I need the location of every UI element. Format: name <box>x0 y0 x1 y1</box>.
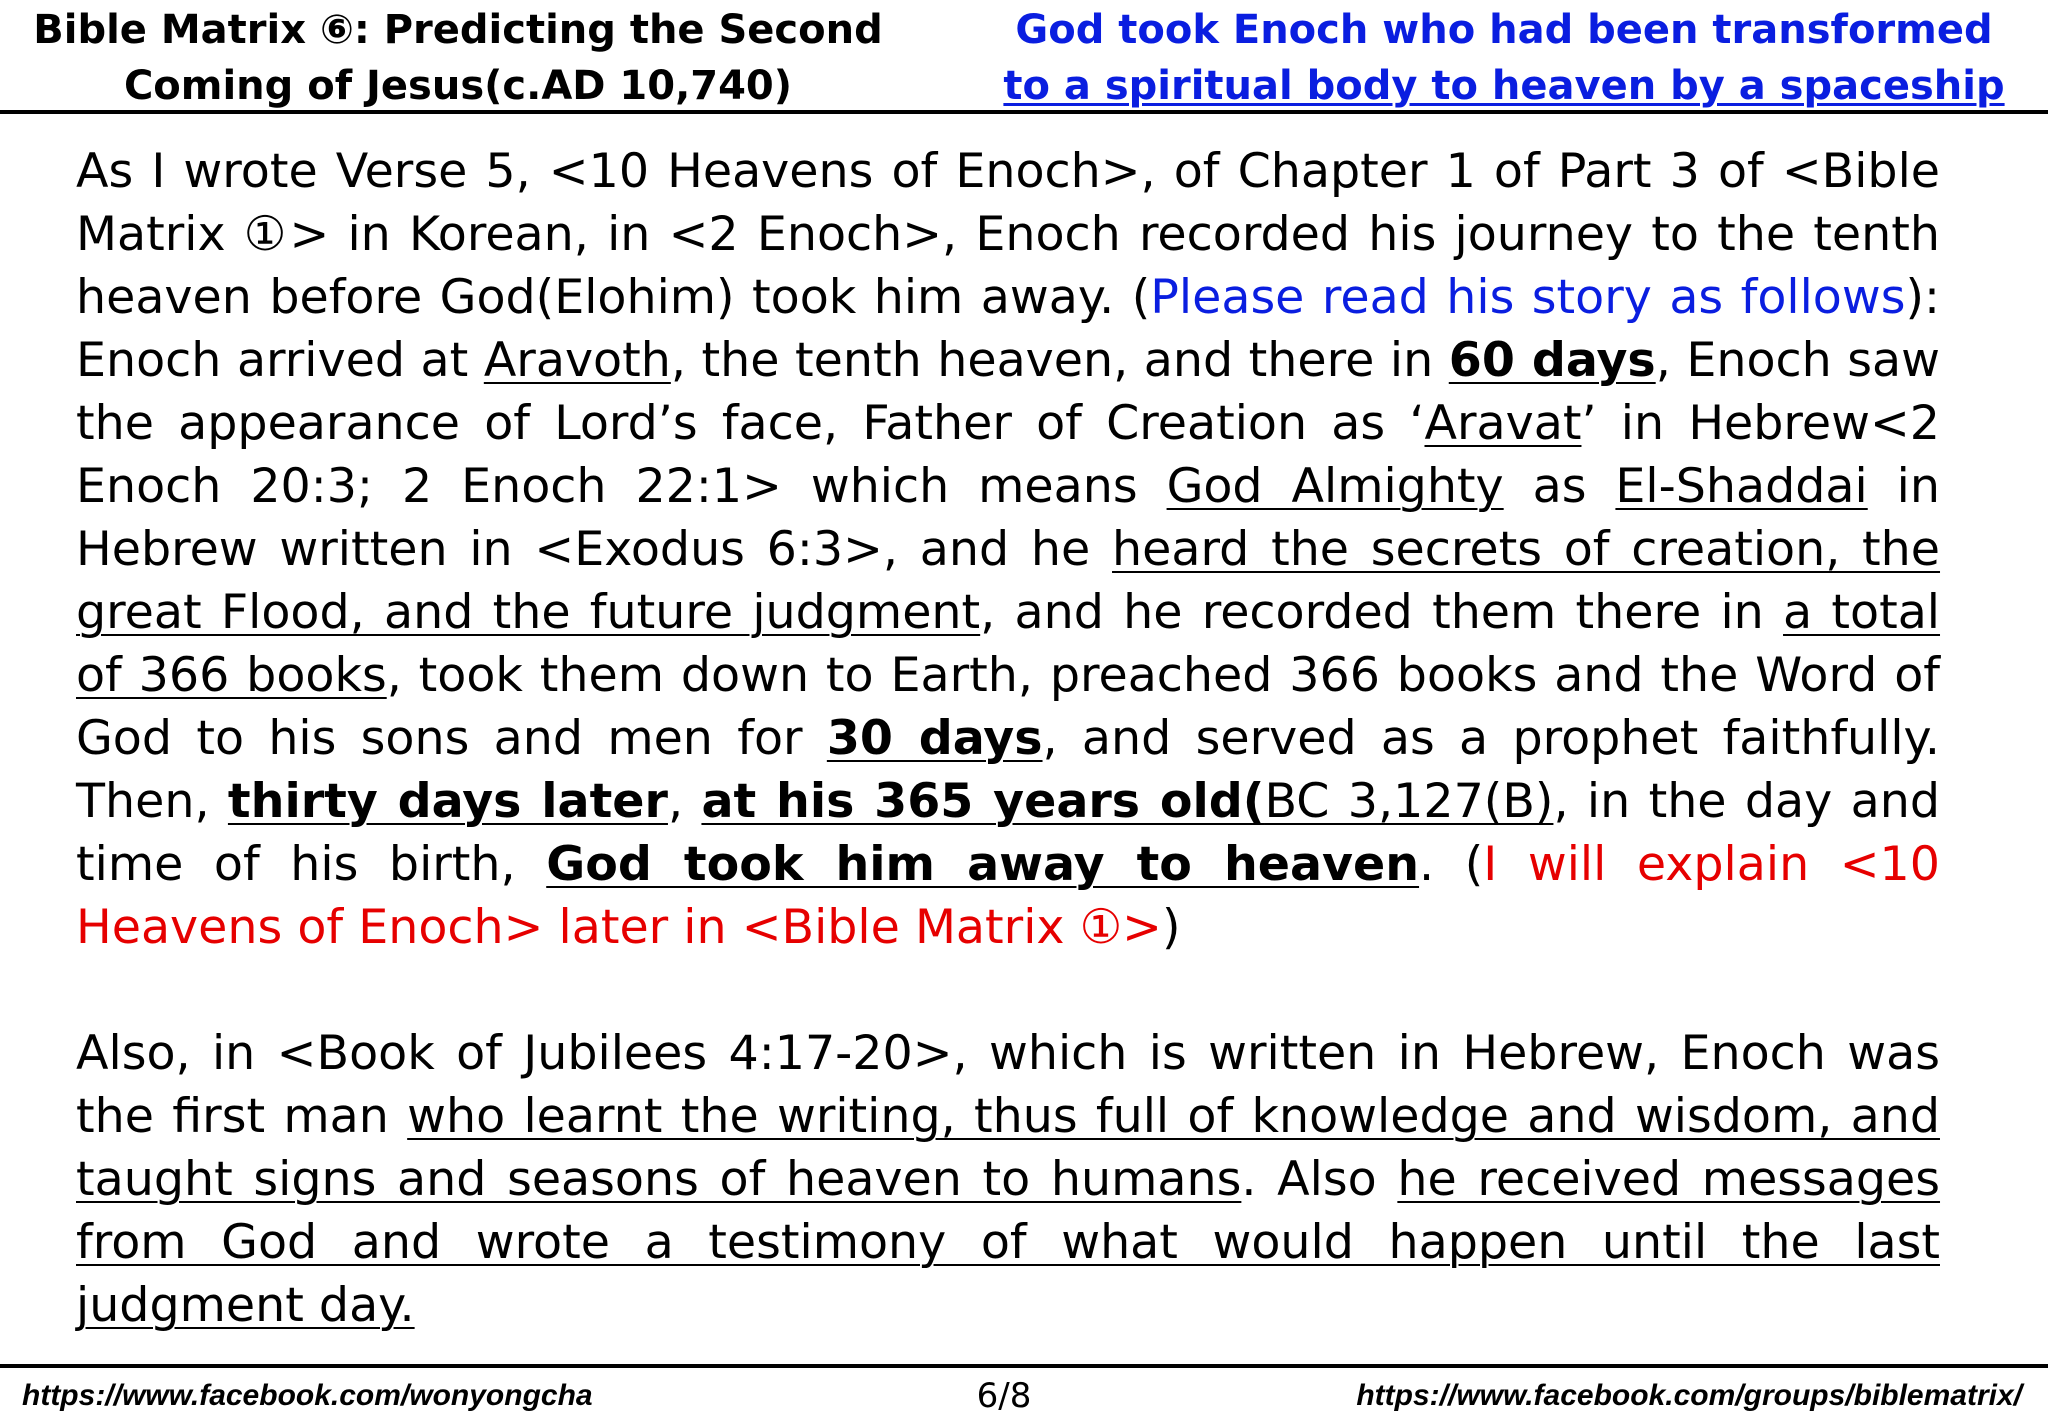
bold-underlined-phrase: God took him away to heaven <box>546 837 1420 892</box>
footer-divider <box>0 1364 2048 1368</box>
underlined-phrase: a total of 366 books <box>76 585 1941 703</box>
text-run: ’ in Hebrew<2 Enoch 20:3; 2 Enoch 22:1> which means <box>76 396 1940 514</box>
text-run: , and he recorded them there in <box>980 585 1784 640</box>
bold-underlined-phrase: 60 days <box>1448 333 1656 388</box>
slide-subtitle-line2: to a spiritual body to heaven by a spaceship <box>1003 63 2005 109</box>
bold-underlined-phrase: thirty days later <box>227 774 668 829</box>
header-divider <box>0 110 2048 114</box>
text-run: ) <box>1161 900 1181 955</box>
text-run: , and served as a prophet faithfully. Then, <box>76 711 1940 829</box>
footer-link-facebook-profile[interactable]: https://www.facebook.com/wonyongcha <box>22 1379 593 1412</box>
text-run: ): Enoch arrived at <box>76 270 1941 388</box>
text-run: , in the day and time of his birth, <box>76 774 1941 892</box>
paragraph-enoch-journey <box>76 140 1940 959</box>
text-run: . ( <box>1419 837 1484 892</box>
text-run: as <box>1503 459 1616 514</box>
text-run: in Hebrew written in <Exodus 6:3>, and he <box>76 459 1940 577</box>
bold-underlined-phrase: at his 365 years old( <box>701 774 1265 829</box>
slide-subtitle-line1: God took Enoch who had been transformed <box>1015 7 1993 53</box>
text-run: . Also <box>1241 1152 1398 1207</box>
underlined-phrase: he received messages from God and wrote a testimony of what would happen until the last judgment day. <box>76 1152 1941 1333</box>
underlined-phrase: El-Shaddai <box>1615 459 1868 514</box>
underlined-phrase: heard the secrets of creation, the great Flood, and the future judgment <box>76 522 1941 640</box>
slide-subtitle <box>974 2 2034 114</box>
text-run: , <box>667 774 702 829</box>
slide-body <box>76 140 1940 1337</box>
text-run: , Enoch saw the appearance of Lord’s face, Father of Creation as ‘ <box>76 333 1940 451</box>
paragraph-gap <box>76 959 1940 1022</box>
page-number: 6/8 <box>976 1376 1032 1416</box>
slide-title-line2: Coming of Jesus(c.AD 10,740) <box>123 63 793 109</box>
underlined-phrase: Aravoth <box>483 333 671 388</box>
text-run: Also, in <Book of Jubilees 4:17-20>, which is written in Hebrew, Enoch was the first man <box>76 1026 1940 1144</box>
text-run: As I wrote Verse 5, <10 Heavens of Enoch>, of Chapter 1 of Part 3 of <Bible Matrix ①> in Korean, in <2 Enoch>, Enoch recorded his journey to the tenth heaven before God(Elohim) took him away. ( <box>76 144 1940 325</box>
underlined-phrase: who learnt the writing, thus full of knowledge and wisdom, and taught signs and seasons of heaven to humans <box>76 1089 1940 1207</box>
underlined-phrase: God Almighty <box>1166 459 1504 514</box>
slide-title <box>8 2 908 114</box>
footer-link-facebook-group[interactable]: https://www.facebook.com/groups/biblematrix/ <box>1356 1379 2022 1412</box>
slide-title-line1: Bible Matrix ⑥: Predicting the Second <box>33 7 883 53</box>
text-run: , took them down to Earth, preached 366 books and the Word of God to his sons and men for <box>76 648 1940 766</box>
bold-underlined-phrase: 30 days <box>826 711 1043 766</box>
underlined-phrase: Aravat <box>1424 396 1582 451</box>
paragraph-jubilees <box>76 1022 1940 1337</box>
blue-note: Please read his story as follows <box>1150 270 1906 325</box>
text-run: , the tenth heaven, and there in <box>670 333 1449 388</box>
red-note: I will explain <10 Heavens of Enoch> later in <Bible Matrix ①> <box>76 837 1941 955</box>
underlined-phrase: BC 3,127(B) <box>1264 774 1554 829</box>
slide-header <box>0 0 2048 112</box>
